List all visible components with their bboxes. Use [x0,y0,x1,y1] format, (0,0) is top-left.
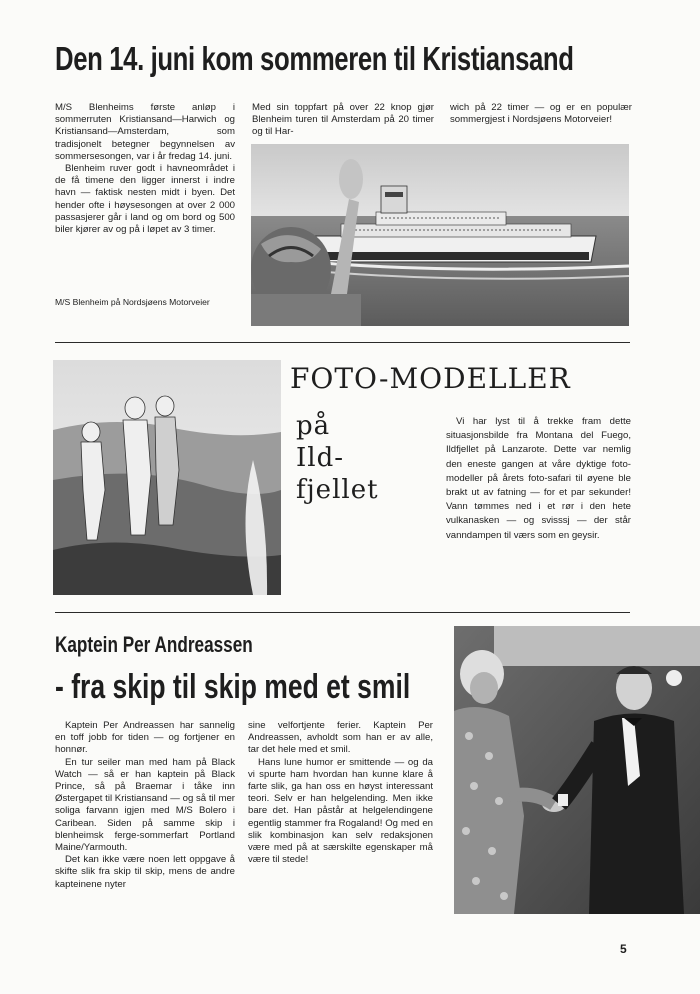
headline-sommeren: Den 14. juni kom sommeren til Kristiansand [55,40,574,77]
article3-paragraph: En tur seiler man med ham på Black Watch — så er han kaptein på Black Prince, så på Braemar i tåke inn Østergapet til Kristiansand — og så til mer soliga farvann igjen med M/S Bolero i Caribean. Siden på samme skip i blenheimsk ferge-sommerfart Portland Maine/Yarmouth. [55,756,235,854]
volcano-photo [53,360,281,595]
article1-column-2 [252,102,434,139]
kaptein-subtitle: - fra skip til skip med et smil [55,668,411,706]
ship-photo-drawing [251,144,629,326]
article1-column-1 [55,102,235,236]
ship-photo [251,144,629,326]
article3-paragraph: Det kan ikke være noen lett oppgave å skifte slik fra skip til skip, mens de andre kapteinene nyter [55,854,235,890]
section-divider [55,612,630,613]
article1-paragraph: M/S Blenheims første anløp i sommerruten Kristiansand—Harwich og Kristiansand—Amsterdam, som tradisjonelt betegner begynnelsen av sommersesongen, var i år fredag 14. juni. [55,102,235,162]
article3-paragraph: Kaptein Per Andreassen har sannelig en toff jobb for tiden — og fortjener en honnør. [55,720,235,756]
article1-column-3 [450,102,632,126]
subtitle-line: på [296,411,331,441]
foto-modeller-subtitle [296,410,379,506]
article2-paragraph: Vi har lyst til å trekke fram dette situasjonsbilde fra Montana del Fuego, Ildfjellet på Lanzarote. Dette var nemlig den eneste gangen at våre dyktige foto-modeller på årets foto-safari til øyene ble brakt ut av fatning — for et par sekunder! Vann tømmes ned i et rør i den hete vulkanasken — og svisssj — der står vanndampen til værs som en geysir. [446,416,631,541]
foto-modeller-title: FOTO-MODELLER [290,362,571,395]
article3-paragraph: Hans lune humor er smittende — og da vi spurte ham hvordan han kunne klare å farte slik, ga han oss en høyst interessant teori. Selv er han helgelending. Men ikke bare det. Han påstår at helgelendingene egentlig stammer fra Rogaland! Og med en slik kombinasjon kan selv redaksjonen være med på at særskilte egenskaper må være til stede! [248,756,433,866]
article1-paragraph: wich på 22 timer — og er en populær sommergjest i Nordsjøens Motorveier! [450,102,632,126]
captain-photo-drawing [454,626,700,914]
article1-paragraph: Blenheim ruver godt i havneområdet i de få timene den ligger innerst i indre havn — faktisk nesten midt i byen. Det hender ofte i høysesongen at over 2 000 passasjerer går i land og om bord og 500 biler kjører av og på i løpet av 3 timer. [55,163,235,236]
volcano-photo-drawing [53,360,281,595]
article3-paragraph: sine velfortjente ferier. Kaptein Per Andreassen, avholdt som han er av alle, tar det hele med et smil. [248,720,433,756]
article1-paragraph: Med sin toppfart på over 22 knop gjør Blenheim turen til Amsterdam på 20 timer og til Har- [252,102,434,138]
kaptein-title: Kaptein Per Andreassen [55,632,253,657]
ship-photo-caption: M/S Blenheim på Nordsjøens Motorveier [55,297,210,307]
page-number: 5 [620,942,627,956]
subtitle-line: fjellet [296,475,379,505]
article3-column-1 [55,720,235,891]
subtitle-line: Ild- [296,443,345,473]
article3-column-2 [248,720,433,866]
captain-photo [454,626,700,914]
article2-body [446,415,631,543]
section-divider [55,342,630,343]
